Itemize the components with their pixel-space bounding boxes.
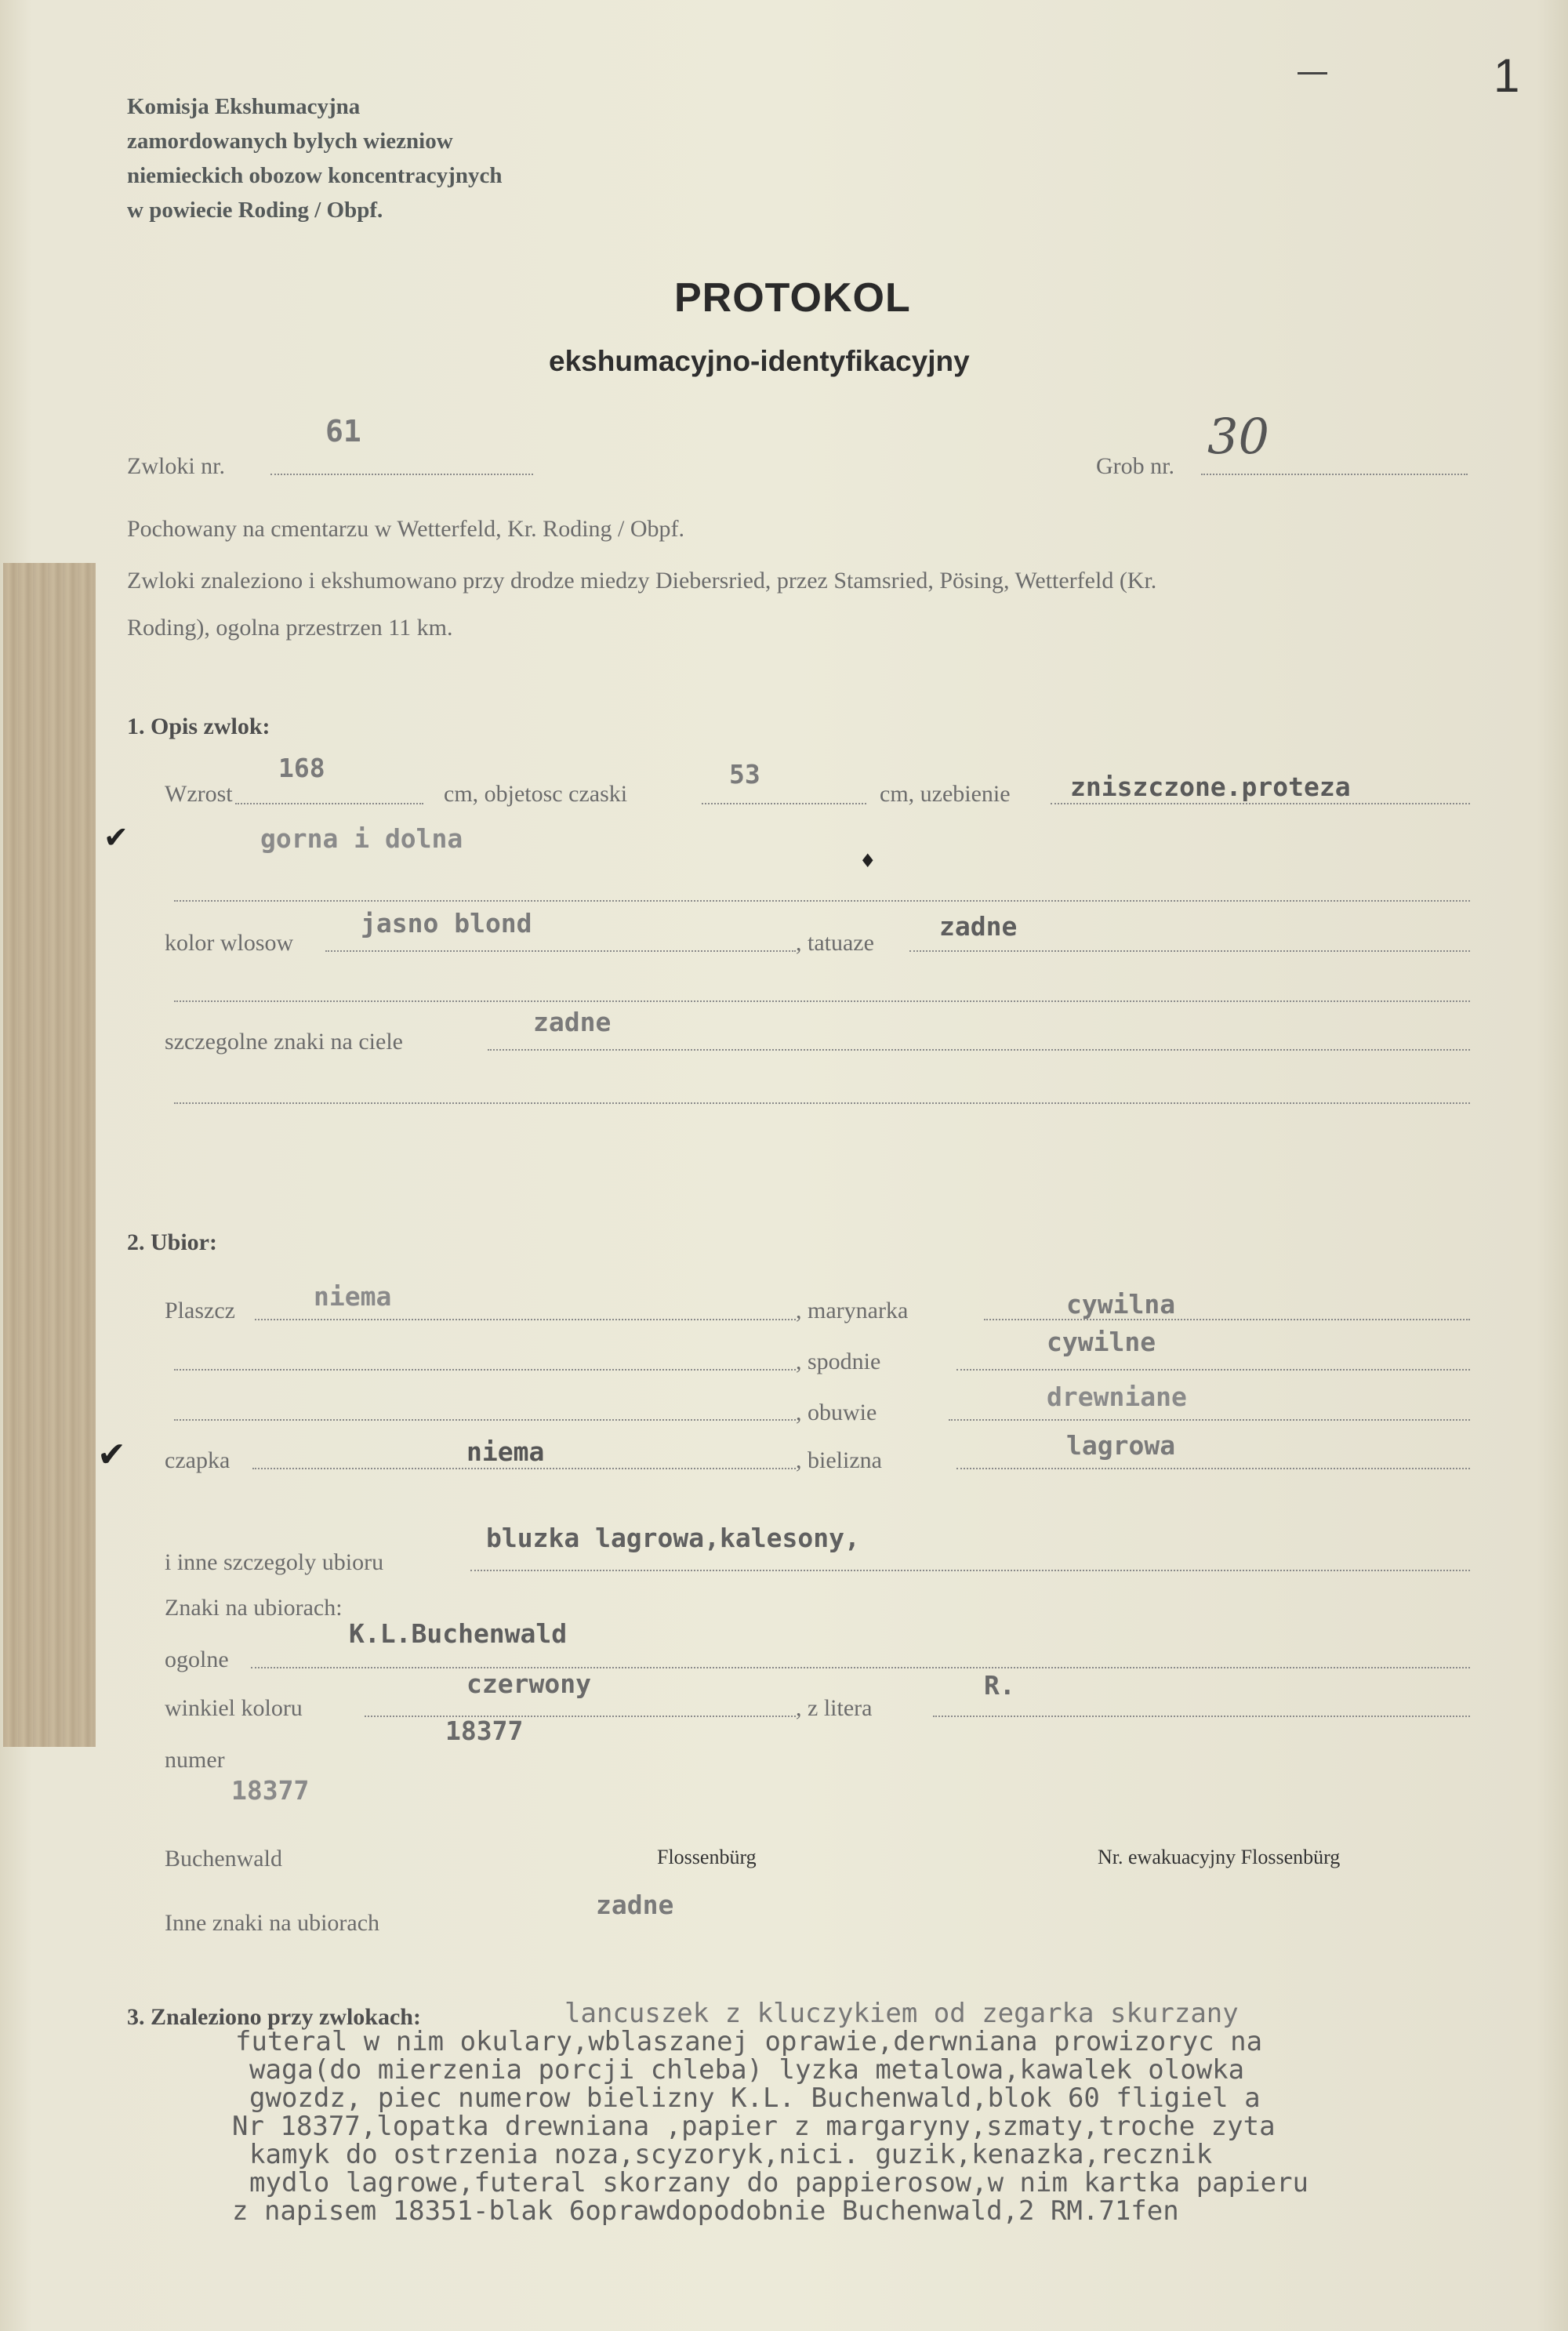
hair-color-line <box>325 950 796 952</box>
section-1-heading: 1. Opis zwlok: <box>127 713 270 739</box>
found-item-line-5: Nr 18377,lopatka drewniana ,papier z margaryny,szmaty,troche zyta <box>232 2111 1276 2142</box>
teeth-line <box>1051 803 1470 804</box>
teeth-line-2 <box>174 900 1470 902</box>
hair-color-value: jasno blond <box>361 908 532 939</box>
page-number: 1 <box>1494 49 1520 102</box>
underwear-label: , bielizna <box>796 1447 882 1473</box>
hair-color-label: kolor wlosow <box>165 930 294 956</box>
coat-label: Plaszcz <box>165 1298 235 1323</box>
trousers-line-left <box>174 1369 796 1371</box>
found-item-line-6: kamyk do ostrzenia noza,scyzoryk,nici. guzik,kenazka,recznik <box>249 2139 1213 2170</box>
height-value: 168 <box>278 753 325 783</box>
camp-buchenwald: Buchenwald <box>165 1846 282 1872</box>
teeth-value-2: gorna i dolna <box>260 823 463 854</box>
ink-mark-2: ✔ <box>97 1435 126 1475</box>
body-marks-line-2 <box>174 1102 1470 1104</box>
number-value-1: 18377 <box>445 1716 524 1746</box>
teeth-value: zniszczone.proteza <box>1070 772 1351 802</box>
section-3-heading: 3. Znaleziono przy zwlokach: <box>127 2004 421 2030</box>
header-line-3: niemieckich obozow koncentracyjnych <box>127 163 503 188</box>
letter-value: R. <box>984 1670 1015 1701</box>
burial-line-1: Pochowany na cmentarzu w Wetterfeld, Kr. Roding / Obpf. <box>127 516 685 542</box>
grave-number-line <box>1201 474 1468 475</box>
letter-line <box>933 1716 1470 1717</box>
skull-line <box>702 803 866 804</box>
header-line-1: Komisja Ekshumacyjna <box>127 94 361 119</box>
binding-tape <box>3 563 96 1747</box>
camp-flossenburg: Flossenbürg <box>657 1846 757 1868</box>
height-label: Wzrost <box>165 781 233 807</box>
general-marks-line <box>251 1667 1470 1668</box>
body-marks-value: zadne <box>533 1007 612 1037</box>
height-line <box>235 803 423 804</box>
letter-label: , z litera <box>796 1695 873 1721</box>
trousers-value: cywilne <box>1047 1327 1156 1357</box>
other-marks-label: Inne znaki na ubiorach <box>165 1910 380 1936</box>
document-title: PROTOKOL <box>674 275 911 321</box>
burial-line-3: Roding), ogolna przestrzen 11 km. <box>127 615 453 641</box>
found-item-line-8: z napisem 18351-blak 6oprawdopodobnie Buchenwald,2 RM.71fen <box>232 2195 1179 2227</box>
cap-line <box>252 1468 796 1469</box>
general-marks-value: K.L.Buchenwald <box>349 1618 568 1649</box>
clothing-marks-heading: Znaki na ubiorach: <box>165 1595 343 1621</box>
jacket-label: , marynarka <box>796 1298 909 1323</box>
ink-mark-1: ✔ <box>103 820 129 855</box>
winkel-color-label: winkiel koloru <box>165 1695 303 1721</box>
tattoo-value: zadne <box>939 911 1018 942</box>
cap-label: czapka <box>165 1447 230 1473</box>
corpse-number-line <box>270 474 533 475</box>
found-item-line-1: lancuszek z kluczykiem od zegarka skurzany <box>564 1998 1239 2029</box>
trousers-line <box>956 1369 1470 1371</box>
found-item-line-2: futeral w nim okulary,wblaszanej oprawie,derwniana prowizoryc na <box>235 2026 1263 2057</box>
skull-value: 53 <box>729 759 760 790</box>
found-item-line-7: mydlo lagrowe,futeral skorzany do pappierosow,w nim kartka papieru <box>249 2167 1309 2198</box>
document-subtitle: ekshumacyjno-identyfikacyjny <box>549 345 970 377</box>
burial-line-2: Zwloki znaleziono i ekshumowano przy drodze miedzy Diebersried, przez Stamsried, Pösing, Wetterfeld (Kr. <box>127 568 1157 594</box>
cap-value: niema <box>466 1436 545 1467</box>
tattoo-line <box>909 950 1470 952</box>
underwear-line <box>956 1468 1470 1469</box>
grave-number-value: 30 <box>1207 408 1269 465</box>
header-line-2: zamordowanych bylych wiezniow <box>127 129 453 154</box>
jacket-value: cywilna <box>1066 1289 1176 1320</box>
other-clothing-value: bluzka lagrowa,kalesony, <box>486 1523 860 1553</box>
corpse-number-label: Zwloki nr. <box>127 453 225 479</box>
number-label: numer <box>165 1747 225 1773</box>
general-marks-label: ogolne <box>165 1647 229 1672</box>
found-item-line-3: waga(do mierzenia porcji chleba) lyzka metalowa,kawalek olowka <box>249 2054 1245 2086</box>
shoes-line <box>949 1419 1470 1421</box>
grave-number-label: Grob nr. <box>1096 453 1174 479</box>
evacuation-number: Nr. ewakuacyjny Flossenbürg <box>1098 1846 1341 1868</box>
underwear-value: lagrowa <box>1066 1430 1176 1461</box>
number-value-2: 18377 <box>231 1775 310 1806</box>
coat-value: niema <box>314 1281 392 1312</box>
body-marks-line <box>488 1049 1470 1051</box>
section-2-heading: 2. Ubior: <box>127 1229 217 1255</box>
other-clothing-line <box>470 1570 1470 1571</box>
shoes-label: , obuwie <box>796 1400 877 1425</box>
other-marks-value: zadne <box>596 1890 674 1920</box>
shoes-line-left <box>174 1419 796 1421</box>
cm-teeth-label: cm, uzebienie <box>880 781 1011 807</box>
winkel-color-value: czerwony <box>466 1668 591 1699</box>
winkel-color-line <box>365 1716 796 1717</box>
corpse-number-value: 61 <box>325 414 361 448</box>
jacket-line <box>984 1319 1470 1320</box>
trousers-label: , spodnie <box>796 1349 881 1374</box>
body-marks-label: szczegolne znaki na ciele <box>165 1029 403 1055</box>
header-line-4: w powiecie Roding / Obpf. <box>127 198 383 223</box>
other-clothing-label: i inne szczegoly ubioru <box>165 1549 384 1575</box>
cm-skull-label: cm, objetosc czaski <box>444 781 628 807</box>
dash-mark <box>1298 72 1327 74</box>
found-item-line-4: gwozdz, piec numerow bielizny K.L. Buchenwald,blok 60 fligiel a <box>249 2082 1261 2114</box>
hair-line-2 <box>174 1000 1470 1002</box>
shoes-value: drewniane <box>1047 1382 1187 1412</box>
ink-dot: ♦ <box>859 850 877 872</box>
coat-line <box>255 1319 796 1320</box>
tattoo-label: , tatuaze <box>796 930 874 956</box>
